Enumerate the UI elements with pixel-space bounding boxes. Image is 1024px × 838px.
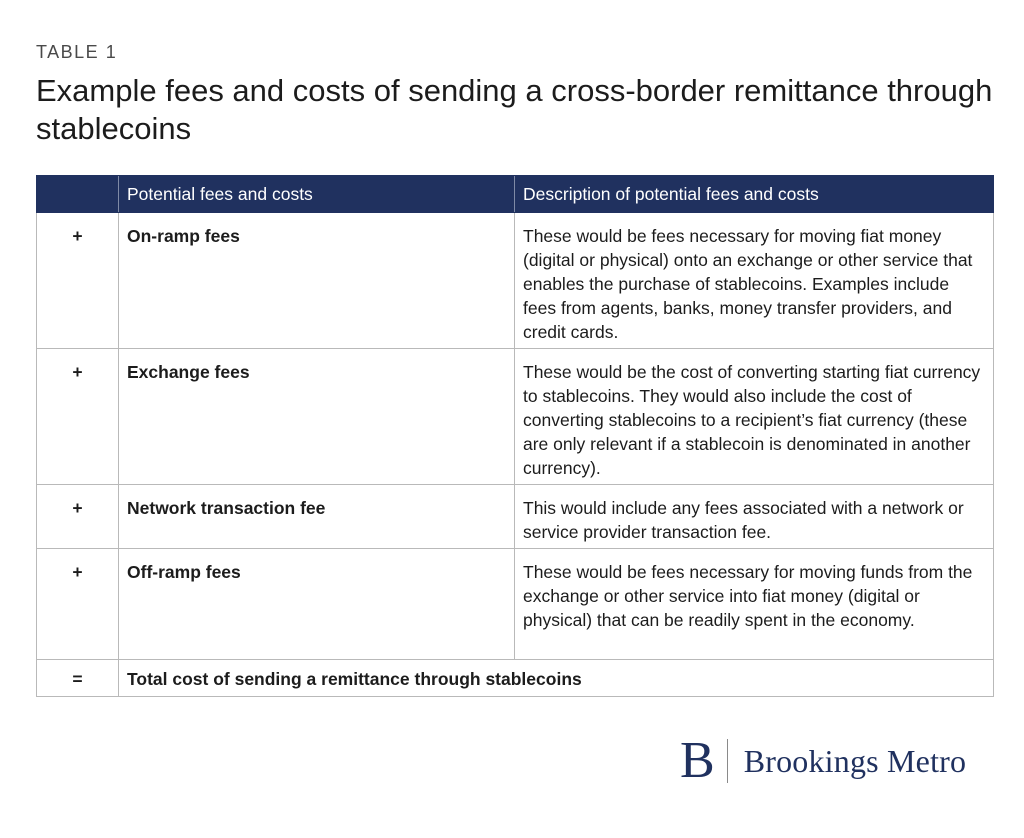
row-operator: + — [37, 549, 119, 660]
total-operator: = — [37, 660, 119, 697]
total-row — [37, 660, 994, 697]
row-description: These would be fees necessary for moving fiat money (digital or physical) onto an exchange or other service that enables the purchase of stablecoins. Examples include fees from agents, banks, money transfer providers, and credit cards. — [515, 213, 994, 349]
row-fee-name: On-ramp fees — [119, 213, 515, 349]
fees-table — [36, 175, 994, 697]
table-label: TABLE 1 — [36, 42, 118, 62]
row-description: These would be the cost of converting starting fiat currency to stablecoins. They would also include the cost of converting stablecoins to a recipient’s fiat currency (these are only relevant if a stablecoin is denominated in another currency). — [515, 349, 994, 485]
row-operator: + — [37, 349, 119, 485]
page-title: Example fees and costs of sending a cross-border remittance through stablecoins — [36, 73, 993, 146]
brookings-metro-logo — [680, 732, 967, 789]
logo-divider — [727, 739, 728, 783]
row-description: These would be fees necessary for moving funds from the exchange or other service into fiat money (digital or physical) that can be readily spent in the economy. — [515, 549, 994, 660]
row-fee-name: Exchange fees — [119, 349, 515, 485]
table-row — [37, 485, 994, 549]
column-header-operator — [37, 176, 119, 213]
row-operator: + — [37, 485, 119, 549]
row-operator: + — [37, 213, 119, 349]
column-header-description: Description of potential fees and costs — [515, 176, 994, 213]
table-row — [37, 349, 994, 485]
row-description: This would include any fees associated with a network or service provider transaction fee. — [515, 485, 994, 549]
column-header-fees: Potential fees and costs — [119, 176, 515, 213]
row-fee-name: Network transaction fee — [119, 485, 515, 549]
total-label: Total cost of sending a remittance through stablecoins — [119, 660, 994, 697]
table-row — [37, 213, 994, 349]
logo-text: Brookings Metro — [743, 742, 967, 779]
row-fee-name: Off-ramp fees — [119, 549, 515, 660]
table-row — [37, 549, 994, 660]
table-header-row — [37, 176, 994, 213]
logo-mark: B — [680, 732, 715, 789]
